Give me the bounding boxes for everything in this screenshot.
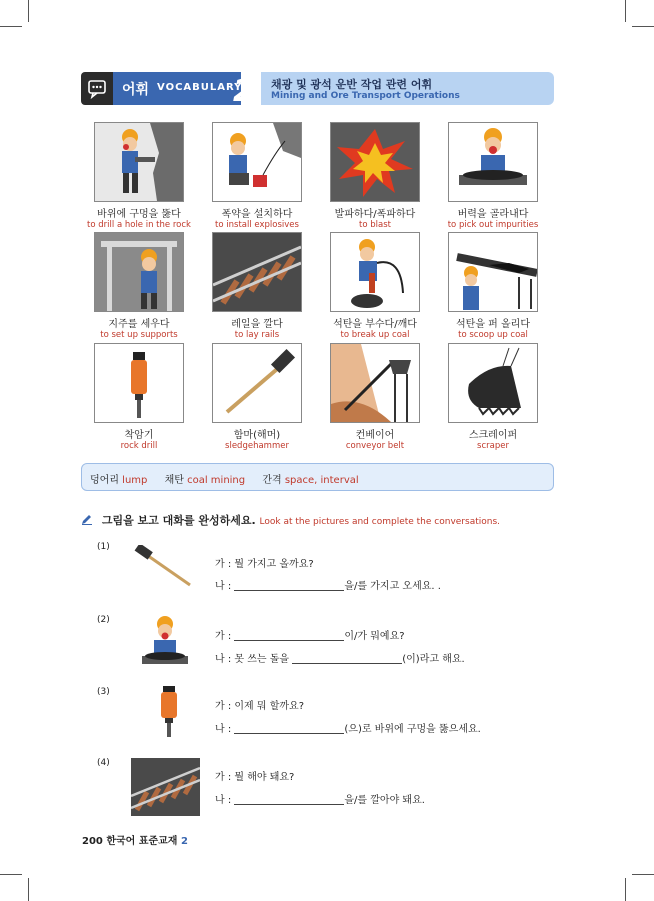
section-title-en: Mining and Ore Transport Operations <box>271 91 460 101</box>
line-b-text: (으)로 바위에 구멍을 뚫으세요. <box>344 724 481 735</box>
vocab-en: to blast <box>359 220 391 230</box>
vocab-card-drill-hole <box>85 122 193 230</box>
exercise-1-sledgehammer-image <box>134 545 198 595</box>
answer-blank[interactable] <box>234 579 344 591</box>
extra-word-en: lump <box>122 475 148 486</box>
section-header <box>81 72 554 109</box>
exercise-number: (3) <box>97 687 110 697</box>
answer-blank[interactable] <box>234 722 344 734</box>
speaker-a: 가 : <box>215 631 235 642</box>
vocab-en: scraper <box>477 441 509 451</box>
vocab-card-blast <box>321 122 429 230</box>
pencil-icon <box>81 513 93 525</box>
sledgehammer-illustration <box>212 343 302 423</box>
vocabulary-label <box>113 72 241 105</box>
line-a-text: 이/가 뭐예요? <box>344 631 405 642</box>
page-number: 200 <box>82 836 103 847</box>
vocabulary-icon <box>81 72 113 105</box>
book-volume: 2 <box>180 836 188 847</box>
exercise-4-rails-image <box>131 758 200 820</box>
extra-word-en: coal mining <box>187 475 246 486</box>
exercise-3-rock-drill-image <box>158 686 180 742</box>
vocab-ko: 발파하다/폭파하다 <box>334 209 416 220</box>
vocab-card-rails <box>203 232 311 340</box>
rock-drill-illustration <box>94 343 184 423</box>
exercise-number: (1) <box>97 542 110 552</box>
extra-word-ko: 간격 <box>262 475 282 486</box>
crop-mark <box>28 0 29 22</box>
crop-mark <box>0 874 22 875</box>
answer-blank[interactable] <box>234 629 344 641</box>
exercise-1-line-b <box>215 577 441 592</box>
crop-mark <box>632 874 654 875</box>
vocab-en: to break up coal <box>340 330 410 340</box>
crop-mark <box>625 878 626 901</box>
speaker-b: 나 : <box>215 724 235 735</box>
drill-hole-illustration <box>94 122 184 202</box>
break-coal-illustration <box>330 232 420 312</box>
vocab-en: rock drill <box>120 441 158 451</box>
line-b-text: 을/를 가지고 오세요. . <box>344 581 441 592</box>
scraper-illustration <box>448 343 538 423</box>
exercise-4-line-a: 가 : 뭘 해야 돼요? <box>215 772 295 783</box>
line-b-text: 을/를 깔아야 돼요. <box>344 795 425 806</box>
vocab-ko: 지주를 세우다 <box>108 319 170 330</box>
book-title: 한국어 표준교재 <box>106 836 178 847</box>
line-b-text: (이)라고 해요. <box>402 654 465 665</box>
crop-mark <box>0 26 22 27</box>
vocab-ko: 착암기 <box>124 430 154 441</box>
exercise-2-line-a <box>215 627 405 642</box>
pick-impurities-illustration <box>448 122 538 202</box>
instruction-ko: 그림을 보고 대화를 완성하세요. <box>101 514 256 527</box>
vocab-card-sledgehammer <box>203 343 311 451</box>
vocab-ko: 함마(해머) <box>233 430 281 441</box>
line-b-prefix: 나 : 못 쓰는 돌을 <box>215 654 293 665</box>
crop-mark <box>625 0 626 22</box>
extra-word-ko: 채탄 <box>164 475 184 486</box>
answer-blank[interactable] <box>234 793 344 805</box>
vocab-en: to pick out impurities <box>447 220 539 230</box>
vocab-ko: 바위에 구멍을 뚫다 <box>97 209 181 220</box>
page-footer <box>82 832 188 847</box>
vocab-ko: 스크레이퍼 <box>468 430 518 441</box>
vocab-ko: 폭약을 설치하다 <box>221 209 293 220</box>
vocab-ko: 컨베이어 <box>355 430 395 441</box>
vocab-card-conveyor <box>321 343 429 451</box>
additional-vocabulary-box <box>81 463 554 491</box>
vocab-en: to lay rails <box>234 330 280 340</box>
vocab-en: to install explosives <box>215 220 299 230</box>
exercise-instruction <box>81 512 500 528</box>
vocab-card-rock-drill <box>85 343 193 451</box>
vocab-en: sledgehammer <box>225 441 289 451</box>
extra-word-en: space, interval <box>284 475 359 486</box>
crop-mark <box>632 26 654 27</box>
explosives-illustration <box>212 122 302 202</box>
speaker-b: 나 : <box>215 581 235 592</box>
vocab-en: conveyor belt <box>345 441 405 451</box>
exercise-3-line-b <box>215 720 481 735</box>
extra-word-ko: 덩어리 <box>90 475 119 486</box>
vocab-ko: 버력을 골라내다 <box>457 209 529 220</box>
vocab-card-supports <box>85 232 193 340</box>
vocab-card-scraper <box>439 343 547 451</box>
vocab-card-break-coal <box>321 232 429 340</box>
vocab-card-pick-impurities <box>439 122 547 230</box>
exercise-number: (4) <box>97 758 110 768</box>
speaker-b: 나 : <box>215 795 235 806</box>
exercise-2-worker-image <box>140 614 190 672</box>
conveyor-illustration <box>330 343 420 423</box>
vocab-ko: 석탄을 부수다/깨다 <box>333 319 417 330</box>
section-title-box <box>261 72 554 105</box>
vocab-ko: 레일을 깔다 <box>231 319 283 330</box>
exercise-1-line-a: 가 : 뭘 가지고 올까요? <box>215 559 314 570</box>
section-label-en: VOCABULARY <box>157 82 243 93</box>
vocab-card-scoop-coal <box>439 232 547 340</box>
answer-blank[interactable] <box>292 652 402 664</box>
vocab-card-explosives <box>203 122 311 230</box>
blast-illustration <box>330 122 420 202</box>
scoop-coal-illustration <box>448 232 538 312</box>
instruction-en: Look at the pictures and complete the conversations. <box>259 517 500 527</box>
exercise-2-line-b <box>215 650 465 665</box>
vocab-en: to scoop up coal <box>458 330 528 340</box>
crop-mark <box>28 878 29 901</box>
vocab-en: to drill a hole in the rock <box>87 220 191 230</box>
section-label-ko: 어휘 <box>122 82 150 98</box>
vocab-en: to set up supports <box>100 330 178 340</box>
vocab-ko: 석탄을 퍼 올리다 <box>456 319 530 330</box>
rails-illustration <box>212 232 302 312</box>
supports-illustration <box>94 232 184 312</box>
exercise-number: (2) <box>97 615 110 625</box>
section-number: 2 <box>233 74 254 109</box>
exercise-3-line-a: 가 : 이제 뭐 할까요? <box>215 701 305 712</box>
section-title-ko: 채광 및 광석 운반 작업 관련 어휘 <box>271 78 433 91</box>
exercise-4-line-b <box>215 791 425 806</box>
